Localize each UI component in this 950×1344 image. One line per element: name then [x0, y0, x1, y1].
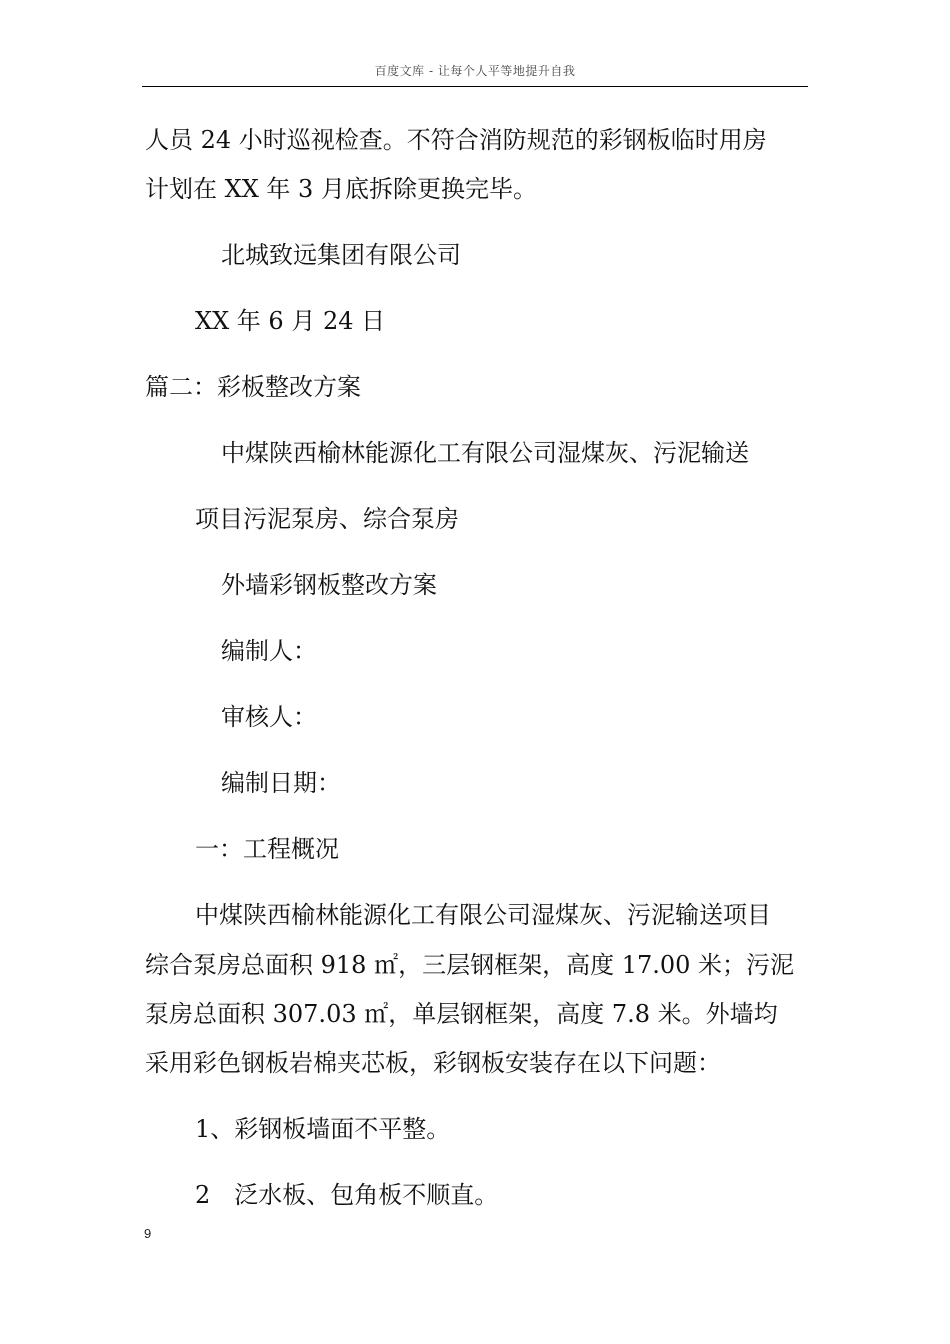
author-field: 编制人： [221, 637, 317, 665]
subsection-heading: 一：工程概况 [195, 835, 339, 863]
company-signature: 北城致远集团有限公司 [221, 241, 461, 269]
page-header: 百度文库 - 让每个人平等地提升自我 [374, 64, 576, 78]
date-field: 编制日期： [221, 769, 341, 797]
overview-line-2: 综合泵房总面积 918 ㎡，三层钢框架，高度 17.00 米；污泥 [145, 951, 795, 979]
doc-title-line-3: 外墙彩钢板整改方案 [221, 571, 437, 599]
body-line-1: 人员 24 小时巡视检查。不符合消防规范的彩钢板临时用房 [145, 126, 767, 154]
doc-title-line-2: 项目污泥泵房、综合泵房 [195, 505, 459, 533]
overview-line-3: 泵房总面积 307.03 ㎡，单层钢框架，高度 7.8 米。外墙均 [145, 1000, 778, 1028]
issue-item-2: 2 泛水板、包角板不顺直。 [195, 1181, 499, 1209]
signature-date: XX 年 6 月 24 日 [195, 307, 386, 335]
issue-item-1: 1、彩钢板墙面不平整。 [195, 1115, 451, 1143]
section-title: 篇二：彩板整改方案 [145, 373, 361, 401]
body-line-2: 计划在 XX 年 3 月底拆除更换完毕。 [145, 175, 537, 203]
doc-title-line-1: 中煤陕西榆林能源化工有限公司湿煤灰、污泥输送 [221, 439, 749, 467]
reviewer-field: 审核人： [221, 703, 317, 731]
overview-line-1: 中煤陕西榆林能源化工有限公司湿煤灰、污泥输送项目 [195, 901, 771, 929]
header-divider [142, 86, 808, 87]
overview-line-4: 采用彩色钢板岩棉夹芯板，彩钢板安装存在以下问题： [145, 1049, 721, 1077]
page-number: 9 [144, 1226, 152, 1241]
